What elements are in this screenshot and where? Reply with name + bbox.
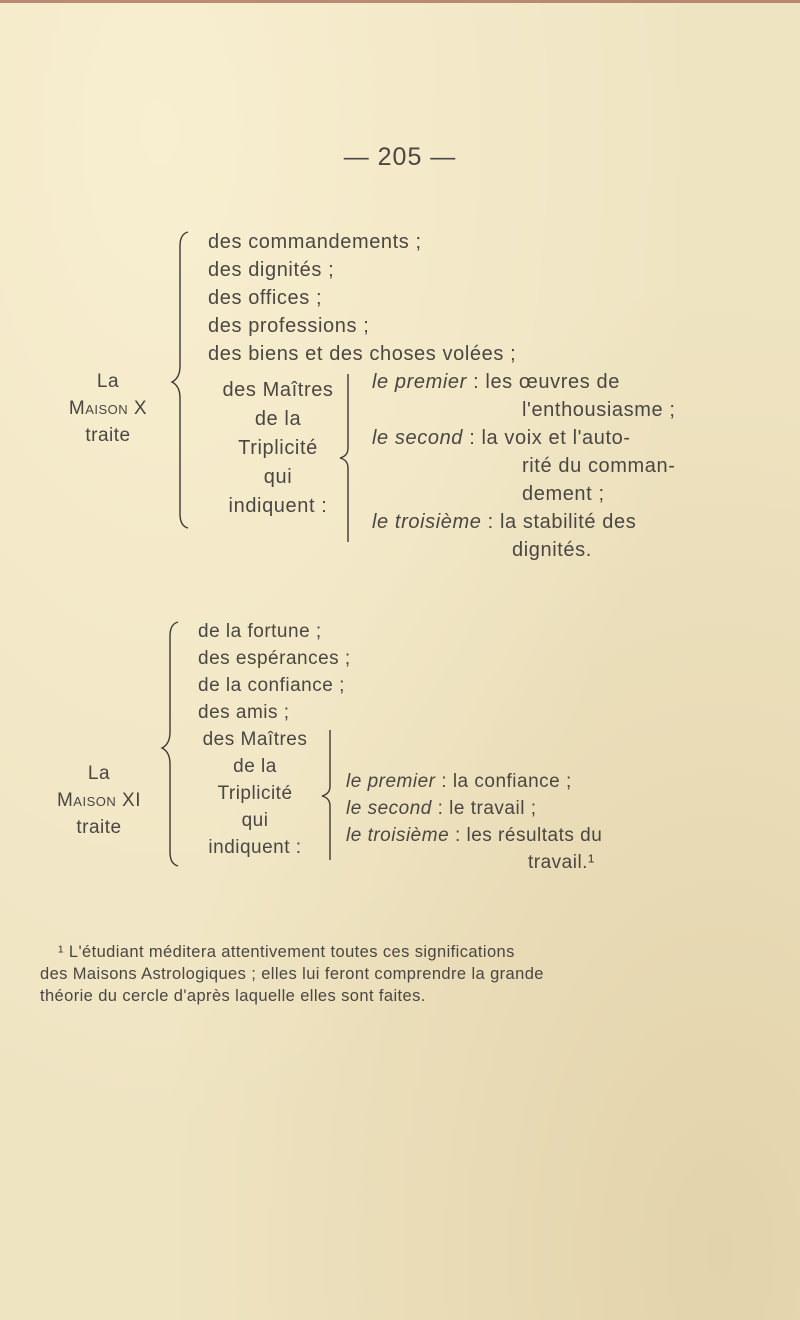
house-xi-masters [346,768,786,876]
house-x-masters-line: qui [263,466,293,488]
house-x-masters-line: de la [254,408,302,430]
meaning: : les œuvres de [473,371,620,393]
house-x-master-second [372,424,792,452]
house-x-items [208,228,516,368]
footnote-line: des Maisons Astrologiques ; elles lui feront comprendre la grande [40,965,544,983]
house-xi-label-line: La [87,763,111,784]
page-number: — 205 — [343,143,457,171]
house-xi-masters-line: indiquent : [208,837,302,858]
ordinal: le second [346,798,432,819]
ordinal: le second [372,427,464,449]
house-x-inner-brace [330,372,358,544]
house-x-masters-line: des Maîtres [222,379,334,401]
ordinal: le premier [372,371,467,393]
house-x-masters-line: Triplicité [238,437,318,459]
house-x-label-line: traite [85,425,131,446]
house-x-item: des professions ; [208,315,370,337]
meaning: : les résultats du [454,825,603,846]
house-x-item: des dignités ; [208,259,335,281]
meaning-cont: travail.¹ [528,852,595,873]
house-xi-inner-brace [314,728,342,862]
house-x-master-first [372,368,792,396]
house-x-item: des commandements ; [208,231,422,253]
house-xi-master-first [346,768,786,795]
house-x-master-third [372,508,792,536]
house-x-brace [168,230,198,530]
house-x-label-line: La [96,371,120,392]
house-x-item: des offices ; [208,287,323,309]
house-xi-label [44,760,154,841]
ordinal: le troisième [372,511,482,533]
house-xi-master-second [346,795,786,822]
meaning-cont: dignités. [512,539,592,561]
house-xi-masters-label [196,726,314,861]
house-x-label-line: Maison X [68,398,148,419]
house-xi-master-third [346,822,786,849]
house-xi-masters-line: qui [241,810,269,831]
house-xi-item: de la confiance ; [198,675,345,696]
meaning-cont: rité du comman- [522,455,676,477]
ordinal: le troisième [346,825,450,846]
house-xi-masters-line: des Maîtres [202,729,308,750]
footnote-line: ¹ L'étudiant méditera attentivement toutes ces significations [58,943,515,961]
house-xi-masters-line: Triplicité [217,783,293,804]
house-xi-item: des espérances ; [198,648,351,669]
ordinal: le premier [346,771,436,792]
house-xi-item: des amis ; [198,702,290,723]
meaning: : la stabilité des [487,511,637,533]
footnote [40,941,780,1007]
house-x-item: des biens et des choses volées ; [208,343,517,365]
meaning: : le travail ; [437,798,537,819]
house-xi-masters-line: de la [233,756,277,777]
house-xi-item: de la fortune ; [198,621,322,642]
house-xi-label-line: traite [76,817,122,838]
house-x-label [58,368,158,449]
meaning: : la confiance ; [441,771,572,792]
meaning-cont: dement ; [522,483,605,505]
house-xi-brace [158,620,188,868]
footnote-line: théorie du cercle d'après laquelle elles sont faites. [40,987,426,1005]
house-x-masters-line: indiquent : [228,495,328,517]
meaning-cont: l'enthousiasme ; [522,399,676,421]
house-x-masters-label [208,376,348,521]
page-top-edge [0,0,800,3]
meaning: : la voix et l'auto- [469,427,631,449]
house-xi-items [198,618,351,726]
house-x-masters [372,368,792,564]
house-xi-label-line: Maison XI [56,790,141,811]
